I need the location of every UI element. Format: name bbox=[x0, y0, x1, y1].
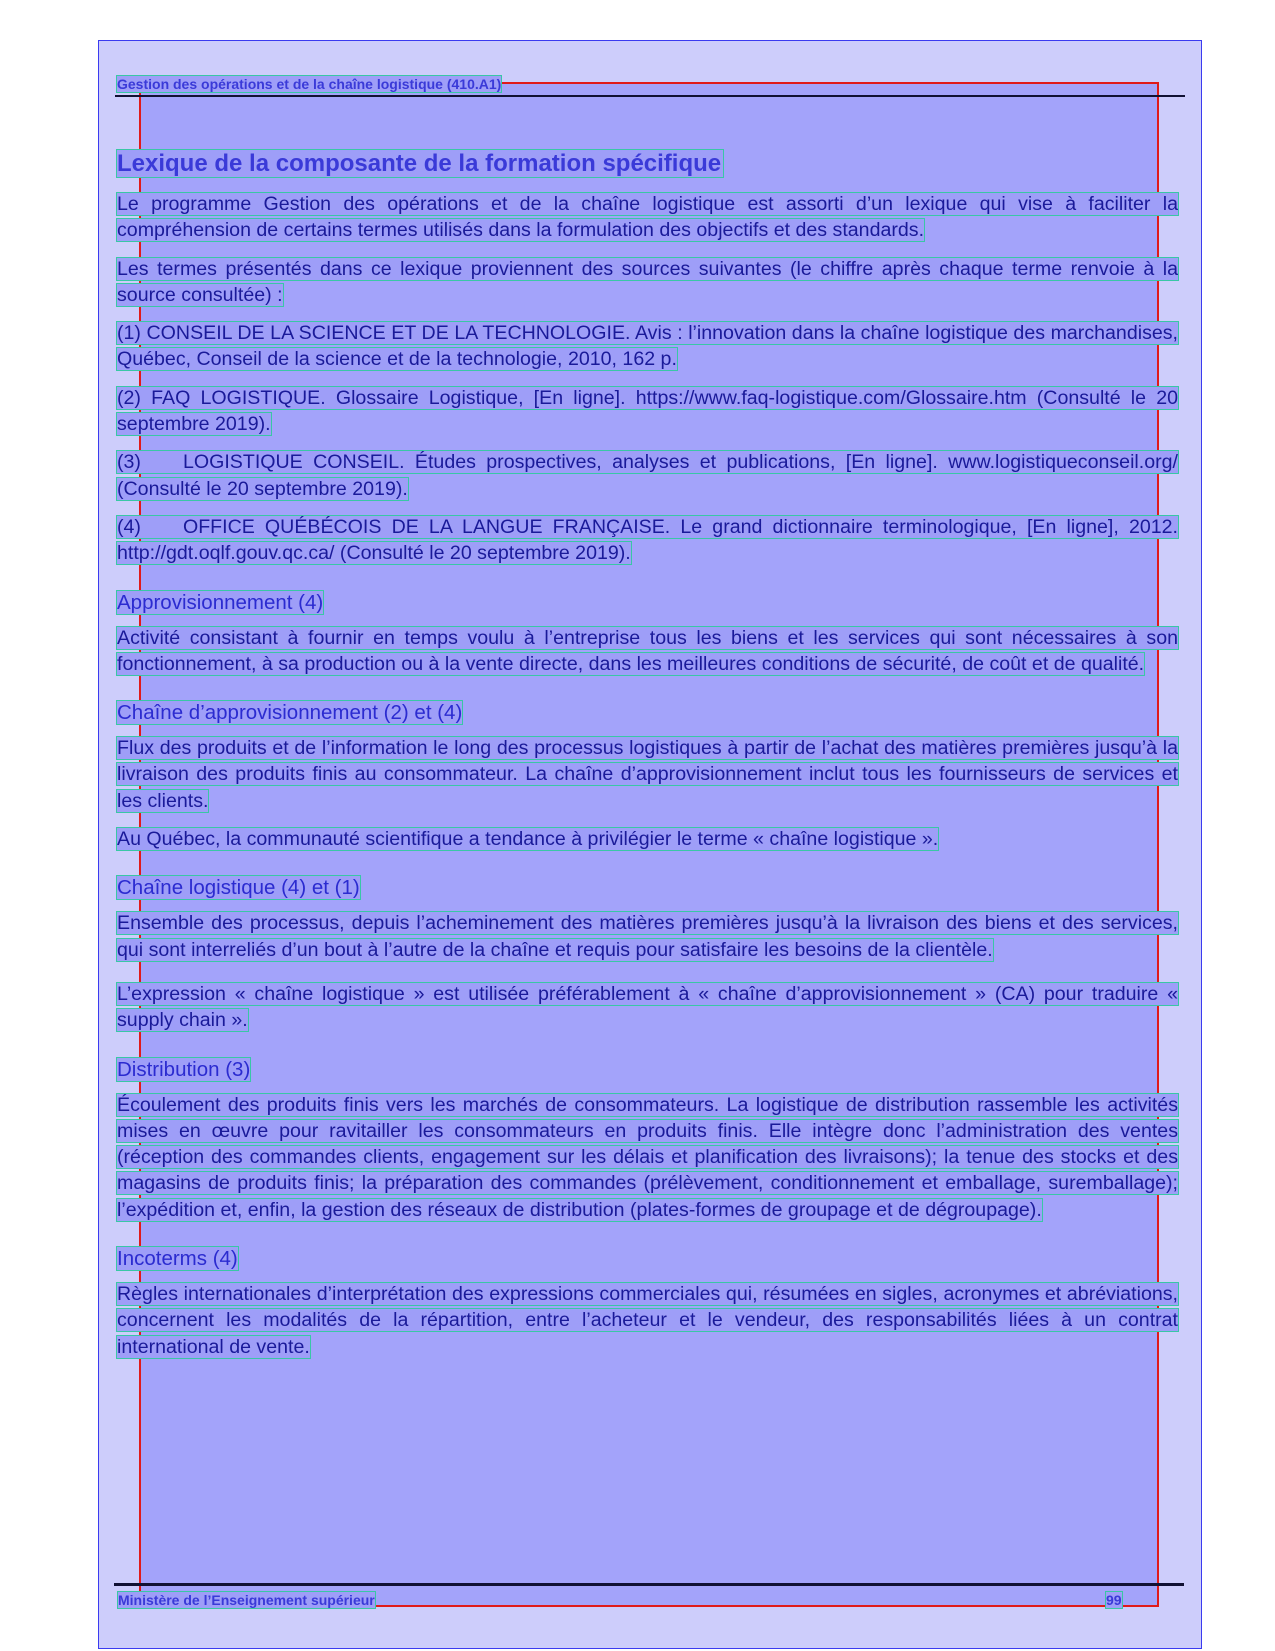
note-chaine-approvisionnement bbox=[117, 826, 1178, 852]
intro-paragraph-2-text: Les termes présentés dans ce lexique proviennent des sources suivantes (le chiffre après chaque terme renvoie à la source consultée) : bbox=[117, 257, 1178, 306]
source-3-text bbox=[117, 451, 1178, 499]
source-3-citation: LOGISTIQUE CONSEIL. Études prospectives, analyses et publications, [En ligne]. www.logistiqueconseil.org/ (Consulté le 20 septembre 2019). bbox=[117, 451, 1178, 500]
term-incoterms bbox=[117, 1245, 1178, 1273]
source-4-citation: OFFICE QUÉBÉCOIS DE LA LANGUE FRANÇAISE. Le grand dictionnaire terminologique, [En ligne], 2012. http://gdt.oqlf.gouv.qc.ca/ (Consulté le 20 septembre 2019). bbox=[117, 515, 1178, 565]
term-chaine-logistique-label: Chaîne logistique (4) et (1) bbox=[117, 876, 360, 900]
note-chaine-logistique-text: L’expression « chaîne logistique » est utilisée préférablement à « chaîne d’approvisionnement » (CA) pour traduire « supply chain ». bbox=[117, 982, 1178, 1032]
term-distribution bbox=[117, 1056, 1178, 1084]
source-1 bbox=[117, 320, 1178, 373]
page-number-text: 99 bbox=[1106, 1592, 1122, 1608]
footer-ministry-text: Ministère de l’Enseignement supérieur bbox=[118, 1592, 375, 1608]
definition-chaine-approvisionnement bbox=[117, 735, 1178, 814]
page-title-text: Lexique de la composante de la formation spécifique bbox=[117, 150, 722, 177]
page-title bbox=[117, 147, 1178, 181]
footer-rule bbox=[114, 1583, 1184, 1586]
term-chaine-approvisionnement bbox=[117, 699, 1178, 727]
definition-chaine-logistique bbox=[117, 910, 1178, 963]
term-chaine-logistique bbox=[117, 874, 1178, 902]
intro-paragraph-1-text: Le programme Gestion des opérations et de la chaîne logistique est assorti d’un lexique qui vise à faciliter la compréhension de certains termes utilisés dans la formulation des objectifs et des standards. bbox=[117, 193, 1178, 242]
term-approvisionnement bbox=[117, 589, 1178, 617]
source-1-text bbox=[117, 322, 1178, 370]
source-1-citation: CONSEIL DE LA SCIENCE ET DE LA TECHNOLOGIE. Avis : l’innovation dans la chaîne logistique des marchandises, Québec, Conseil de la science et de la technologie, 2010, 162 p. bbox=[117, 322, 1178, 371]
definition-distribution bbox=[117, 1092, 1178, 1223]
note-chaine-logistique bbox=[117, 981, 1178, 1034]
source-4-number: (4) bbox=[117, 515, 141, 538]
definition-incoterms-text: Règles internationales d’interprétation des expressions commerciales qui, résumées en sigles, acronymes et abréviations, concernent les modalités de la répartition, entre l’acheteur et le vendeur, des responsabilités liées à un contrat international de vente. bbox=[117, 1283, 1178, 1358]
source-4-text bbox=[117, 516, 1178, 564]
term-approvisionnement-label: Approvisionnement (4) bbox=[117, 590, 324, 614]
source-2-citation: FAQ LOGISTIQUE. Glossaire Logistique, [En ligne]. https://www.faq-logistique.com/Glossaire.htm (Consulté le 20 septembre 2019). bbox=[117, 386, 1178, 436]
term-incoterms-label: Incoterms (4) bbox=[117, 1247, 238, 1271]
term-chaine-approvisionnement-label: Chaîne d’approvisionnement (2) et (4) bbox=[117, 701, 463, 725]
source-2 bbox=[117, 385, 1178, 438]
note-chaine-approvisionnement-text: Au Québec, la communauté scientifique a tendance à privilégier le terme « chaîne logistique ». bbox=[117, 828, 939, 851]
source-3-number: (3) bbox=[117, 451, 141, 474]
footer-ministry bbox=[118, 1592, 375, 1608]
source-2-number: (2) bbox=[117, 386, 141, 409]
definition-chaine-approvisionnement-text: Flux des produits et de l’information le long des processus logistiques à partir de l’achat des matières premières jusqu’à la livraison des produits finis au consommateur. La chaîne d’approvisionnement inclut tous les fournisseurs de services et les clients. bbox=[117, 737, 1178, 812]
source-2-text bbox=[117, 387, 1178, 435]
source-1-number: (1) bbox=[117, 322, 141, 345]
running-header-text: Gestion des opérations et de la chaîne logistique (410.A1) bbox=[117, 76, 502, 92]
running-header bbox=[117, 76, 501, 93]
definition-approvisionnement bbox=[117, 625, 1178, 678]
source-3 bbox=[117, 449, 1178, 502]
page-number bbox=[1106, 1592, 1122, 1608]
intro-paragraph-2 bbox=[117, 256, 1178, 309]
term-distribution-label: Distribution (3) bbox=[117, 1057, 251, 1081]
header-rule bbox=[115, 95, 1185, 97]
intro-paragraph-1 bbox=[117, 191, 1178, 244]
source-4 bbox=[117, 514, 1178, 567]
definition-chaine-logistique-text: Ensemble des processus, depuis l’acheminement des matières premières jusqu’à la livraison des biens et des services, qui sont interreliés d’un bout à l’autre de la chaîne et requis pour satisfaire les besoins de la clientèle. bbox=[117, 912, 1178, 961]
definition-approvisionnement-text: Activité consistant à fournir en temps voulu à l’entreprise tous les biens et les services qui sont nécessaires à son fonctionnement, à sa production ou à la vente directe, dans les meilleures conditions de sécurité, de coût et de qualité. bbox=[117, 626, 1178, 675]
definition-distribution-text: Écoulement des produits finis vers les marchés de consommateurs. La logistique de distribution rassemble les activités mises en œuvre pour ravitailler les consommateurs en produits finis. Elle intègre donc l’administration des ventes (réception des commandes clients, engagement sur les délais et planification des livraisons); la tenue des stocks et des magasins de produits finis; la préparation des commandes (prélèvement, conditionnement et emballage, suremballage); l’expédition et, enfin, la gestion des réseaux de distribution (plates-formes de groupage et de dégroupage). bbox=[117, 1093, 1178, 1221]
document-body bbox=[117, 147, 1178, 1372]
definition-incoterms bbox=[117, 1281, 1178, 1360]
